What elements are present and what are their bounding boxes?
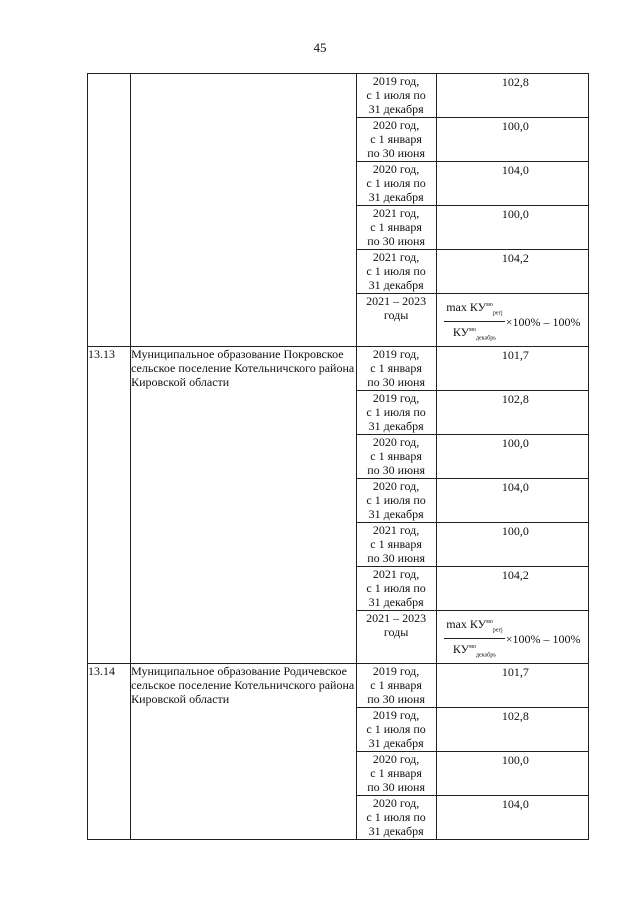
period-line: с 1 января xyxy=(370,132,422,146)
period-line: 31 декабря xyxy=(368,594,424,609)
index-value-cell xyxy=(436,346,588,390)
index-value: 100,0 xyxy=(501,207,529,221)
period-line: 2019 год, xyxy=(372,707,420,722)
period-line: с 1 января xyxy=(370,677,422,692)
period-line: 2021 – 2023 xyxy=(366,610,427,625)
index-formula xyxy=(437,611,588,663)
period-line: 2021 год, xyxy=(372,206,420,220)
period-line: 2021 год, xyxy=(372,250,420,264)
period-cell xyxy=(356,162,436,206)
index-value: 104,0 xyxy=(501,479,529,494)
index-value-cell xyxy=(436,434,588,478)
index-value: 104,2 xyxy=(501,251,529,265)
period-line: 31 декабря xyxy=(368,506,424,521)
period-line: 2019 год, xyxy=(372,390,420,405)
index-value-cell xyxy=(436,250,588,294)
period-cell xyxy=(356,478,436,522)
formula-denominator-text: КУ xyxy=(452,642,470,657)
index-value-cell xyxy=(436,663,588,707)
table-row xyxy=(88,663,589,707)
period-cell xyxy=(356,390,436,434)
period-cell xyxy=(356,610,436,663)
period-cell xyxy=(356,566,436,610)
period-line: с 1 января xyxy=(370,360,422,375)
period-line: с 1 июля по xyxy=(366,580,426,595)
period-line: с 1 июля по xyxy=(366,721,426,736)
period-line: 31 декабря xyxy=(368,190,424,204)
period-line: 31 декабря xyxy=(368,735,424,750)
period-cell xyxy=(356,118,436,162)
period-line: 2021 – 2023 xyxy=(366,294,427,308)
formula-denominator-sup: мо xyxy=(469,644,476,651)
formula-numerator-sub: регj xyxy=(492,310,503,317)
period-cell xyxy=(356,522,436,566)
index-value: 100,0 xyxy=(501,119,529,133)
period-line: с 1 июля по xyxy=(366,404,426,419)
page-number: 45 xyxy=(313,40,327,55)
municipality-name: Муниципальное образование Покровское сельское поселение Котельничского района Кировской области xyxy=(131,346,356,663)
period-line: по 30 июня xyxy=(367,779,425,794)
period-line: 31 декабря xyxy=(368,418,424,433)
period-line: 31 декабря xyxy=(368,278,424,292)
table-row xyxy=(88,74,589,118)
row-number xyxy=(88,74,131,347)
index-value-cell xyxy=(436,522,588,566)
formula-numerator-sup: мо xyxy=(486,302,493,308)
index-value-cell xyxy=(436,707,588,751)
row-number: 13.14 xyxy=(88,663,131,839)
period-cell xyxy=(356,250,436,294)
index-value: 100,0 xyxy=(501,523,529,538)
period-line: 2019 год, xyxy=(372,74,420,88)
period-line: 2020 год, xyxy=(372,478,420,493)
formula-numerator xyxy=(444,615,505,639)
row-number: 13.13 xyxy=(88,346,131,663)
period-line: 2019 год, xyxy=(372,346,420,361)
period-cell xyxy=(356,294,436,347)
period-line: 31 декабря xyxy=(368,102,424,116)
period-line: 2020 год, xyxy=(372,434,420,449)
period-line: годы xyxy=(383,624,409,639)
index-value: 100,0 xyxy=(501,435,529,450)
period-cell xyxy=(356,74,436,118)
index-value-cell xyxy=(436,206,588,250)
index-value: 104,0 xyxy=(501,796,529,811)
period-line: с 1 июля по xyxy=(366,809,426,824)
period-line: 31 декабря xyxy=(368,823,424,838)
period-cell xyxy=(356,795,436,839)
index-value-cell xyxy=(436,294,588,347)
period-line: 2020 год, xyxy=(372,162,420,176)
period-line: по 30 июня xyxy=(367,374,425,389)
formula-numerator-sub: регj xyxy=(492,627,503,634)
formula-denominator-sub: декабрь xyxy=(475,335,496,342)
index-value-cell xyxy=(436,74,588,118)
index-value: 104,0 xyxy=(501,163,529,177)
period-cell xyxy=(356,434,436,478)
period-line: с 1 июля по xyxy=(366,176,426,190)
tariff-table-body xyxy=(88,74,589,840)
period-line: с 1 января xyxy=(370,536,422,551)
period-line: 2019 год, xyxy=(372,663,420,678)
period-line: 2021 год, xyxy=(372,522,420,537)
index-value-cell xyxy=(436,118,588,162)
index-value: 102,8 xyxy=(501,708,529,723)
period-cell xyxy=(356,707,436,751)
index-value-cell xyxy=(436,478,588,522)
formula-denominator-sup: мо xyxy=(469,327,476,334)
formula-numerator-sup: мо xyxy=(486,618,493,625)
period-line: по 30 июня xyxy=(367,234,425,248)
period-line: с 1 июля по xyxy=(366,492,426,507)
period-line: 2021 год, xyxy=(372,566,420,581)
period-line: с 1 июля по xyxy=(366,264,426,278)
formula-denominator xyxy=(451,639,498,662)
period-line: с 1 января xyxy=(370,765,422,780)
period-cell xyxy=(356,663,436,707)
period-line: с 1 января xyxy=(370,220,422,234)
period-line: 2020 год, xyxy=(372,795,420,810)
index-value: 102,8 xyxy=(501,75,529,89)
formula-numerator xyxy=(444,298,505,322)
municipality-name: Муниципальное образование Родичевское сельское поселение Котельничского района Кировской области xyxy=(131,663,356,839)
index-value: 102,8 xyxy=(501,391,529,406)
period-line: по 30 июня xyxy=(367,146,425,160)
period-line: по 30 июня xyxy=(367,462,425,477)
period-cell xyxy=(356,346,436,390)
period-line: по 30 июня xyxy=(367,550,425,565)
index-value: 104,2 xyxy=(501,567,529,582)
index-formula xyxy=(437,294,588,346)
index-value: 101,7 xyxy=(501,347,529,362)
formula-fraction xyxy=(444,298,505,346)
index-value-cell xyxy=(436,566,588,610)
table-row xyxy=(88,346,589,390)
formula-numerator-text: max КУ xyxy=(446,300,487,314)
index-value-cell xyxy=(436,610,588,663)
formula-tail: ×100% – 100% xyxy=(505,631,581,646)
period-line: с 1 июля по xyxy=(366,88,426,102)
formula-denominator xyxy=(451,322,498,345)
period-line: 2020 год, xyxy=(372,118,420,132)
index-value-cell xyxy=(436,795,588,839)
formula-denominator-text: КУ xyxy=(452,325,470,340)
index-value-cell xyxy=(436,751,588,795)
index-value: 100,0 xyxy=(501,752,529,767)
period-line: 2020 год, xyxy=(372,751,420,766)
tariff-table xyxy=(87,73,589,840)
formula-numerator-text: max КУ xyxy=(446,616,487,631)
index-value-cell xyxy=(436,390,588,434)
period-line: по 30 июня xyxy=(367,691,425,706)
period-cell xyxy=(356,206,436,250)
period-line: годы xyxy=(383,308,409,322)
formula-fraction xyxy=(444,615,505,663)
formula-tail: ×100% – 100% xyxy=(505,314,581,329)
period-line: с 1 января xyxy=(370,448,422,463)
period-cell xyxy=(356,751,436,795)
municipality-name xyxy=(131,74,356,347)
index-value-cell xyxy=(436,162,588,206)
formula-denominator-sub: декабрь xyxy=(475,652,496,659)
index-value: 101,7 xyxy=(501,664,529,679)
